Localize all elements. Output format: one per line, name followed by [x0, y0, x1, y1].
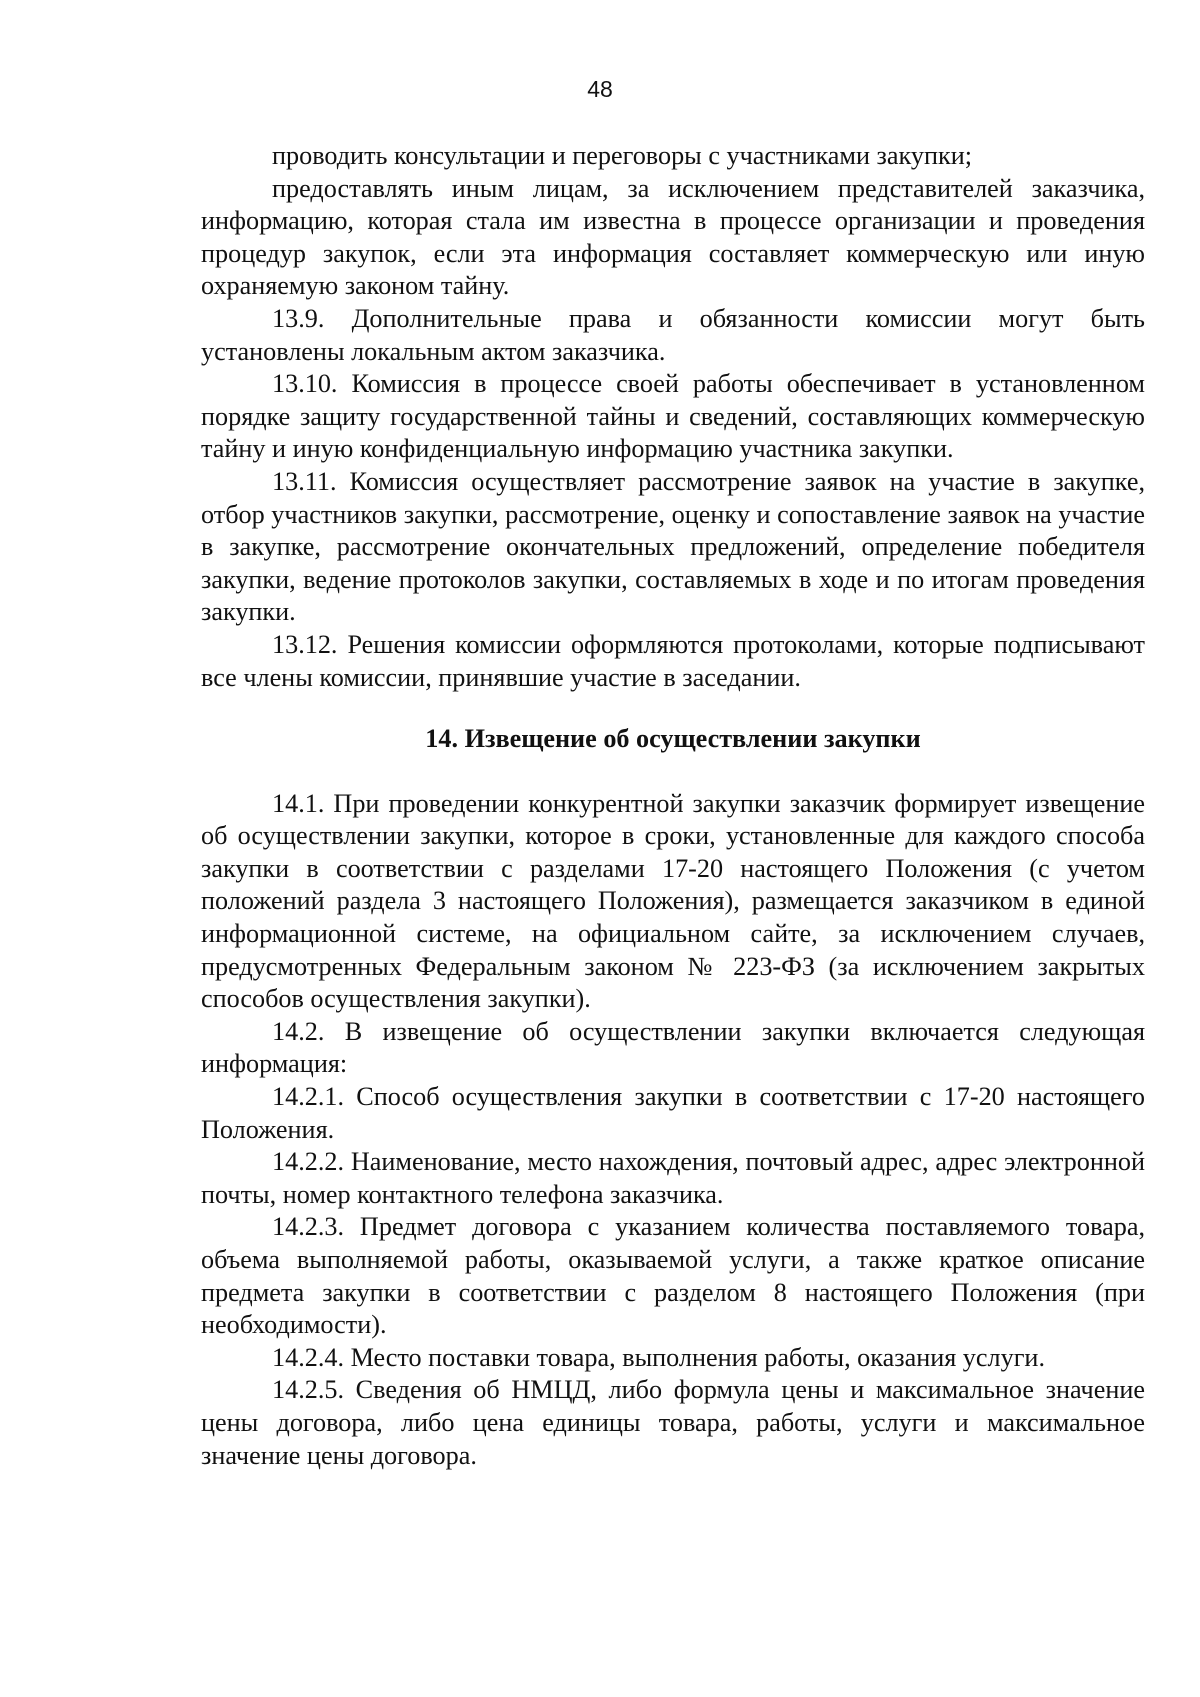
paragraph: 13.11. Комиссия осуществляет рассмотрение заявок на участие в закупке, отбор участников закупки, рассмотрение, оценку и сопоставление заявок на участие в закупке, рассмотрение окончательных предложений, определение победителя закупки, ведение протоколов закупки, составляемых в ходе и по итогам проведения закупки. — [201, 466, 1145, 627]
paragraph: 13.9. Дополнительные права и обязанности комиссии могут быть установлены локальным актом заказчика. — [201, 303, 1145, 366]
paragraph: 13.12. Решения комиссии оформляются протоколами, которые подписывают все члены комиссии, принявшие участие в заседании. — [201, 629, 1145, 692]
paragraph: 14.2.3. Предмет договора с указанием количества поставляемого товара, объема выполняемой работы, оказываемой услуги, а также краткое описание предмета закупки в соответствии с разделом 8 настоящего Положения (при необходимости). — [201, 1212, 1145, 1340]
paragraph: проводить консультации и переговоры с участниками закупки; — [272, 141, 973, 170]
paragraph: 14.2.5. Сведения об НМЦД, либо формула цены и максимальное значение цены договора, либо цена единицы товара, работы, услуги и максимальное значение цены договора. — [201, 1375, 1145, 1470]
page-number: 48 — [587, 76, 613, 102]
paragraph: предоставлять иным лицам, за исключением представителей заказчика, информацию, которая стала им известна в процессе организации и проведения процедур закупок, если эта информация составляет коммерческую или иную охраняемую законом тайну. — [201, 173, 1145, 301]
paragraph: 14.1. При проведении конкурентной закупки заказчик формирует извещение об осуществлении закупки, которое в сроки, установленные для каждого способа закупки в соответствии с разделами 17-20 настоящего Положения (с учетом положений раздела 3 настоящего Положения), размещается заказчиком в единой информационной системе, на официальном сайте, за исключением случаев, предусмотренных Федеральным законом № 223-ФЗ (за исключением закрытых способов осуществления закупки). — [201, 788, 1145, 1014]
document-body — [201, 140, 1145, 1472]
paragraph: 14.2. В извещение об осуществлении закупки включается следующая информация: — [201, 1016, 1145, 1079]
paragraph: 14.2.4. Место поставки товара, выполнения работы, оказания услуги. — [272, 1342, 1045, 1372]
paragraph: 13.10. Комиссия в процессе своей работы обеспечивает в установленном порядке защиту государственной тайны и сведений, составляющих коммерческую тайну и иную конфиденциальную информацию участника закупки. — [201, 369, 1145, 464]
section-heading: 14. Извещение об осуществлении закупки — [425, 724, 921, 754]
paragraph: 14.2.2. Наименование, место нахождения, почтовый адрес, адрес электронной почты, номер контактного телефона заказчика. — [201, 1147, 1145, 1209]
paragraph: 14.2.1. Способ осуществления закупки в соответствии с 17-20 настоящего Положения. — [201, 1082, 1145, 1144]
